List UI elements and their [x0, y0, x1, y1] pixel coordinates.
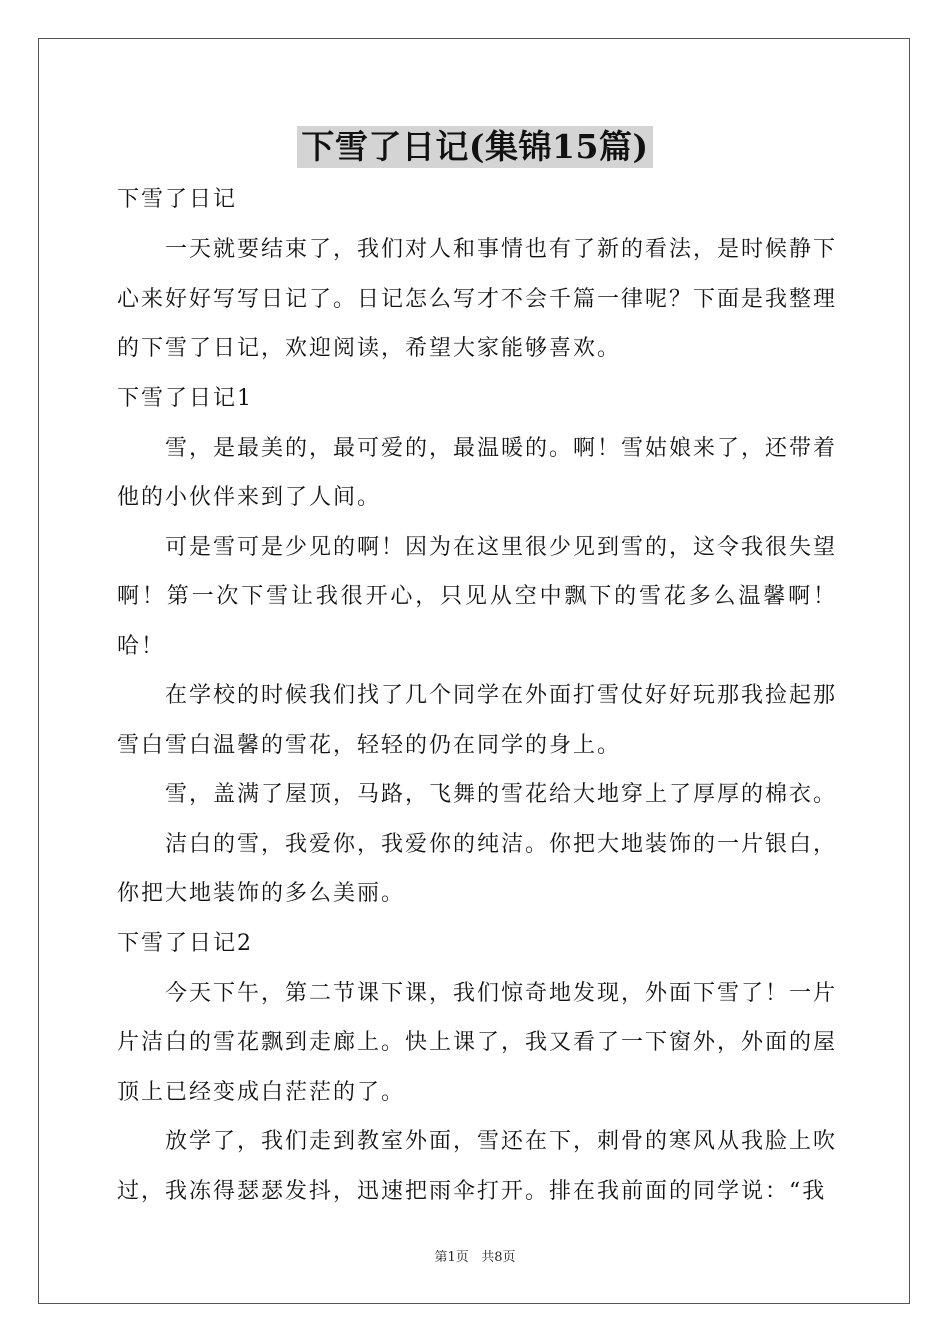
document-title: 下雪了日记(集锦15篇) [297, 126, 652, 168]
page-footer [0, 1246, 950, 1265]
paragraph: 一天就要结束了，我们对人和事情也有了新的看法，是时候静下心来好好写写日记了。日记怎么写才不会千篇一律呢？下面是我整理的下雪了日记，欢迎阅读，希望大家能够喜欢。 [117, 237, 838, 361]
section-heading: 下雪了日记1 [117, 385, 253, 411]
paragraph: 放学了，我们走到教室外面，雪还在下，刺骨的寒风从我脸上吹过，我冻得瑟瑟发抖，迅速把雨伞打开。排在我前面的同学说：“我 [117, 1129, 838, 1204]
paragraph: 在学校的时候我们找了几个同学在外面打雪仗好好玩那我捡起那雪白雪白温馨的雪花，轻轻的仍在同学的身上。 [117, 683, 838, 758]
page-number: 第1页 [434, 1250, 469, 1265]
paragraph: 可是雪可是少见的啊！因为在这里很少见到雪的，这令我很失望啊！第一次下雪让我很开心，只见从空中飘下的雪花多么温馨啊！哈！ [117, 534, 838, 659]
document-body [117, 175, 837, 1216]
page-total: 共8页 [481, 1250, 516, 1265]
paragraph: 雪，盖满了屋顶，马路，飞舞的雪花给大地穿上了厚厚的棉衣。 [165, 782, 838, 807]
paragraph: 洁白的雪，我爱你，我爱你的纯洁。你把大地装饰的一片银白，你把大地装饰的多么美丽。 [117, 831, 838, 906]
title-container [0, 126, 950, 168]
paragraph: 雪，是最美的，最可爱的，最温暖的。啊！雪姑娘来了，还带着他的小伙伴来到了人间。 [117, 435, 838, 510]
section-heading: 下雪了日记2 [117, 930, 253, 956]
paragraph: 今天下午，第二节课下课，我们惊奇地发现，外面下雪了！一片片洁白的雪花飘到走廊上。快上课了，我又看了一下窗外，外面的屋顶上已经变成白茫茫的了。 [117, 980, 838, 1105]
section-heading: 下雪了日记 [117, 187, 238, 212]
